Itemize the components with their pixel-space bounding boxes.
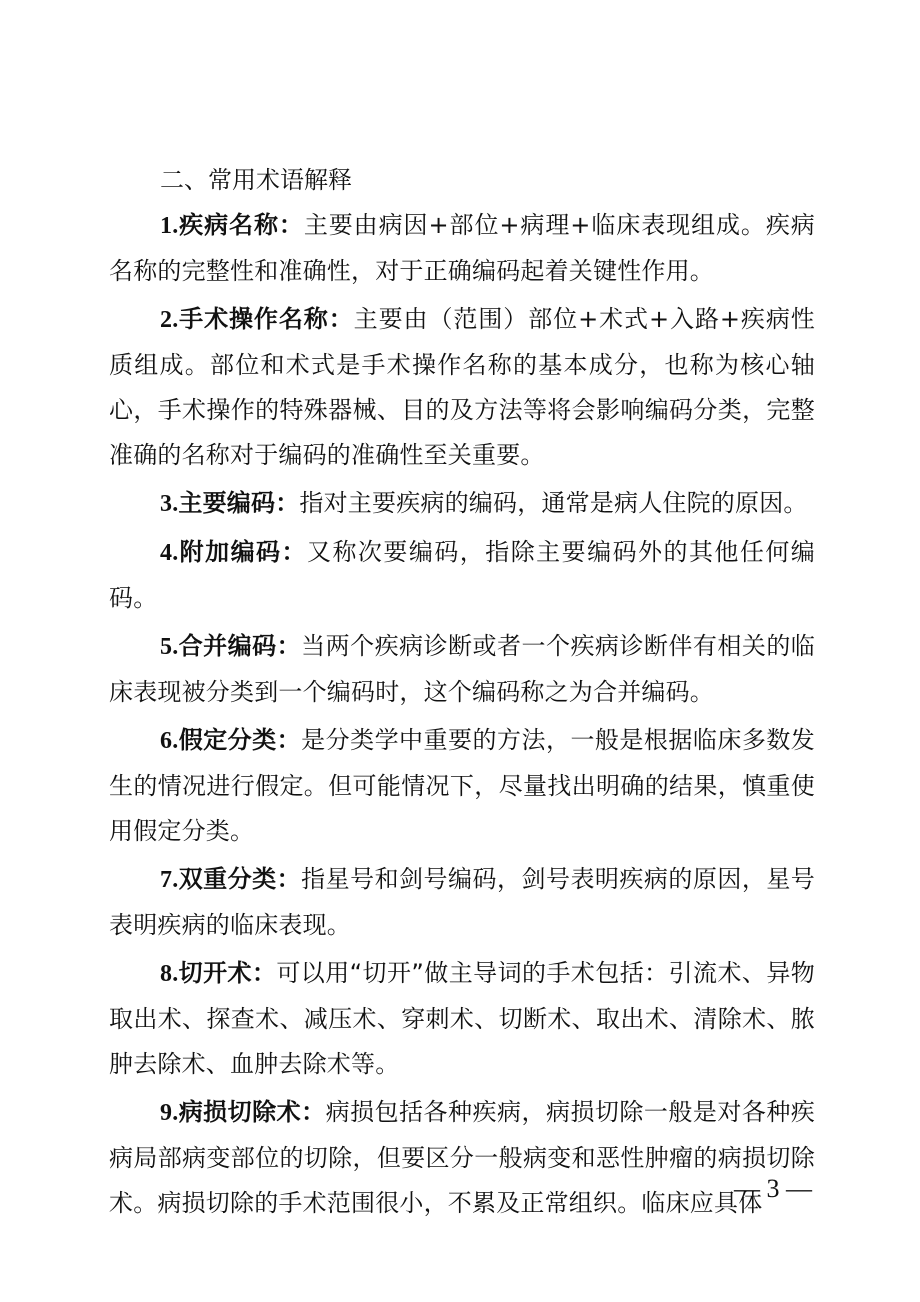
- term-paragraph-7: [109, 857, 815, 948]
- term-label: 切开术：: [178, 959, 277, 987]
- term-paragraph-5: [109, 624, 815, 715]
- term-definition: 主要由（范围）部位+术式+入路+疾病性质组成。部位和术式是手术操作名称的基本成分，也称为核心轴心，手术操作的特殊器械、目的及方法等将会影响编码分类，完整准确的名称对于编码的准确性至关重要。: [109, 305, 815, 469]
- term-number: 9.: [160, 1100, 179, 1126]
- term-paragraph-3: [109, 481, 815, 527]
- page-number: — 3 —: [734, 1174, 812, 1203]
- term-paragraph-9: [109, 1090, 815, 1226]
- term-label: 疾病名称：: [178, 211, 304, 239]
- term-list: [109, 203, 815, 1229]
- term-number: 5.: [160, 634, 179, 660]
- term-definition: 指星号和剑号编码，剑号表明疾病的原因，星号表明疾病的临床表现。: [109, 865, 816, 939]
- term-label: 主要编码：: [178, 489, 300, 517]
- term-paragraph-2: [109, 297, 815, 478]
- term-label: 手术操作名称：: [178, 305, 354, 333]
- term-label: 双重分类：: [178, 865, 302, 893]
- term-paragraph-8: [109, 951, 815, 1087]
- term-number: 8.: [160, 961, 179, 987]
- term-definition: 是分类学中重要的方法，一般是根据临床多数发生的情况进行假定。但可能情况下，尽量找出明确的结果，慎重使用假定分类。: [109, 726, 816, 845]
- term-definition: 当两个疾病诊断或者一个疾病诊断伴有相关的临床表现被分类到一个编码时，这个编码称之为合并编码。: [109, 632, 816, 706]
- term-number: 3.: [160, 491, 179, 517]
- term-label: 合并编码：: [178, 632, 302, 660]
- section-heading: 二、常用术语解释: [160, 166, 352, 194]
- term-number: 1.: [160, 213, 179, 239]
- term-definition: 可以用“切开”做主导词的手术包括：引流术、异物取出术、探查术、减压术、穿刺术、切断术、取出术、清除术、脓肿去除术、血肿去除术等。: [109, 959, 815, 1078]
- term-number: 7.: [160, 867, 179, 893]
- term-paragraph-6: [109, 718, 815, 854]
- term-label: 假定分类：: [178, 726, 302, 754]
- term-paragraph-1: [109, 203, 815, 294]
- term-label: 附加编码：: [178, 538, 307, 566]
- term-definition: 指对主要疾病的编码，通常是病人住院的原因。: [299, 489, 808, 517]
- term-paragraph-4: [109, 530, 815, 621]
- term-number: 2.: [160, 307, 179, 333]
- term-number: 4.: [160, 540, 179, 566]
- term-label: 病损切除术：: [178, 1098, 326, 1126]
- term-definition: 又称次要编码，指除主要编码外的其他任何编码。: [109, 538, 816, 612]
- term-definition: 病损包括各种疾病，病损切除一般是对各种疾病局部病变部位的切除，但要区分一般病变和恶性肿瘤的病损切除术。病损切除的手术范围很小，不累及正常组织。临床应具体: [109, 1098, 816, 1217]
- term-number: 6.: [160, 728, 179, 754]
- term-definition: 主要由病因+部位+病理+临床表现组成。疾病名称的完整性和准确性，对于正确编码起着关键性作用。: [109, 211, 816, 285]
